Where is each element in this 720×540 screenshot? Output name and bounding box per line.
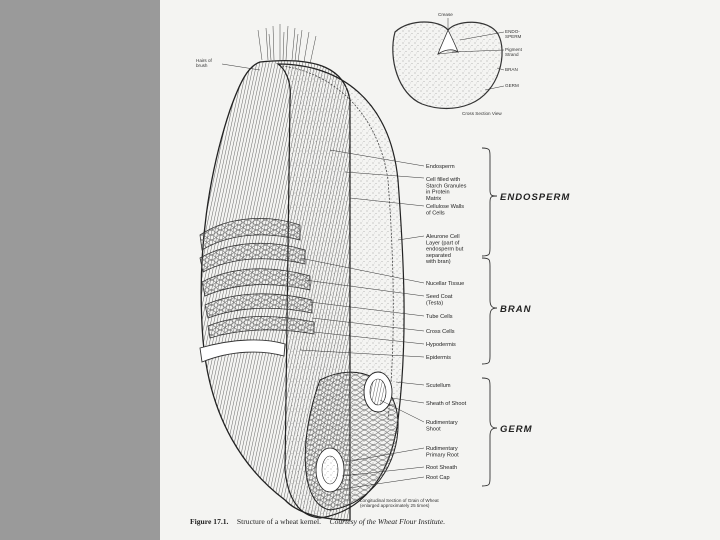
group-label-endosperm: ENDOSPERM (500, 192, 571, 203)
brush-hairs (258, 24, 316, 64)
group-label-bran: BRAN (500, 304, 532, 315)
crease-label: Crease (438, 12, 453, 17)
longitudinal-section-note: Longitudinal Section of Grain of Wheat (enlarged approximately 25 times) (360, 498, 439, 509)
label-cellulose-walls: Cellulose Walls of Cells (426, 204, 465, 217)
cross-germ-label: GERM (505, 83, 519, 88)
label-rudimentary-shoot: Rudimentary Shoot (426, 420, 458, 433)
label-rudimentary-root: Rudimentary Primary Root (426, 446, 459, 459)
group-brackets (482, 148, 497, 486)
cross-section-title: Cross Section View (462, 111, 502, 116)
germ-embryo (305, 372, 398, 510)
label-seed-coat: Seed Coat (Testa) (426, 294, 453, 307)
caption-text: Structure of a wheat kernel. (236, 517, 322, 526)
caption-figure-number: Figure 17.1. (190, 517, 229, 526)
cross-bran-label: BRAN (505, 67, 518, 72)
label-cross-cells: Cross Cells (426, 329, 455, 335)
label-scutellum: Scutellum (426, 383, 451, 389)
label-tube-cells: Tube Cells (426, 314, 453, 320)
label-root-cap: Root Cap (426, 475, 450, 481)
label-aleurone-layer: Aleurone Cell Layer (part of endosperm but separated with bran) (426, 234, 464, 266)
pigment-strand-label: Pigment Strand (505, 47, 522, 58)
cross-endosperm-label: ENDO-SPERM (505, 29, 522, 40)
label-root-sheath: Root Sheath (426, 465, 458, 471)
hairs-of-brush-label: Hairs of brush (196, 58, 212, 69)
label-nucellar-tissue: Nucellar Tissue (426, 281, 465, 287)
label-sheath-of-shoot: Sheath of Shoot (426, 401, 467, 407)
label-endosperm: Endosperm (426, 164, 455, 170)
caption-credit: Courtesy of the Wheat Flour Institute. (329, 517, 446, 526)
kernel-longitudinal-section (200, 61, 404, 520)
group-label-germ: GERM (500, 424, 533, 435)
cross-section-view (393, 12, 523, 116)
label-starch-cells: Cell filled with Starch Granules in Protein Matrix (426, 177, 467, 202)
label-epidermis: Epidermis (426, 355, 451, 361)
label-hypodermis: Hypodermis (426, 342, 456, 348)
